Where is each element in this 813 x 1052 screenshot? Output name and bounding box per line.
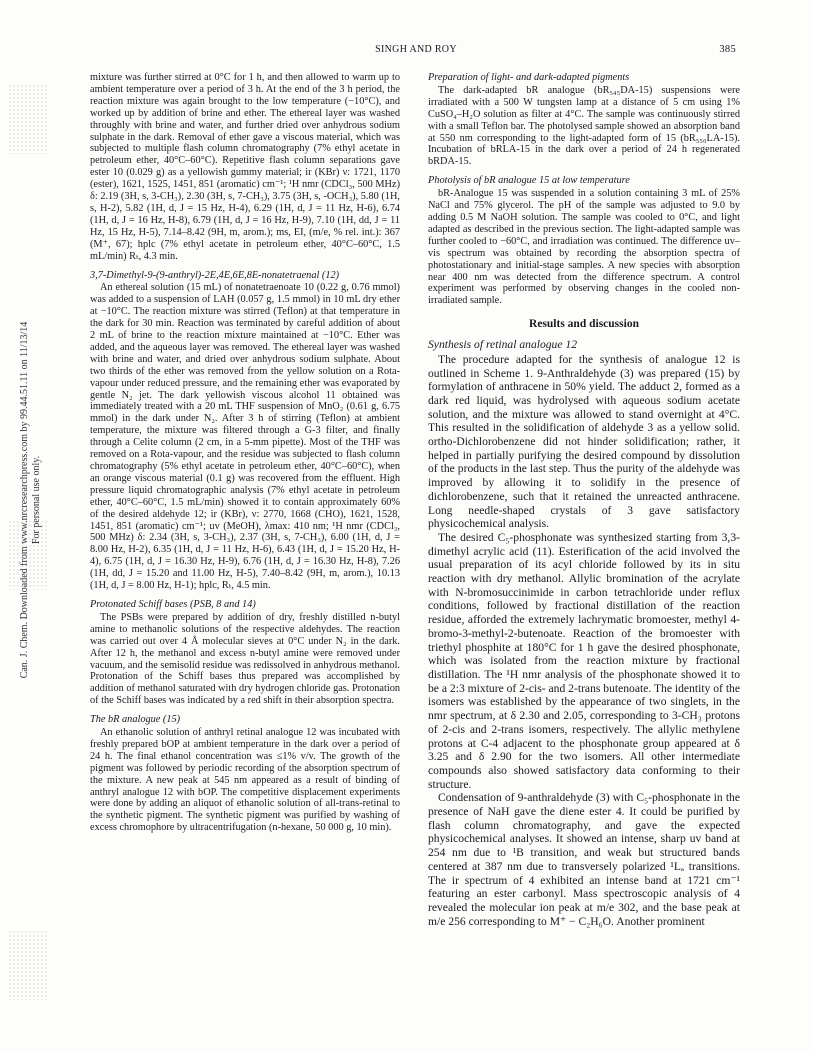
paragraph: An ethereal solution (15 mL) of nonatetraenoate 10 (0.22 g, 0.76 mmol) was added to a suspension of LAH (0.057 g, 1.5 mmol) in 10 mL dry ether at −10°C. The reaction mixture was stirred (Teflon) at that temperature in the dark for 30 min. Reaction was terminated by careful addition of about 2 mL of brine to the reaction mixture maintained at −10°C. Ether was added, and the aqueous layer was removed. The ethereal layer was washed with brine and water, and dried over anhydrous sodium sulphate. About two thirds of the ether was removed from the yellow solution on a Rota-vapour under reduced pressure, and the remaining ether was evaporated by gentle N₂ jet. The dark yellowish viscous alcohol 11 obtained was immediately treated with a 20 mL THF suspension of MnO₂ (0.61 g, 6.75 mmol) in the dark under N₂. After 3 h of stirring (Teflon) at ambient temperature, the mixture was filtered through a G-3 filter, and finally through a Celite column (2 cm, in a 5-mm pipette). Most of the THF was removed on a Rota-vapour, and the residue was subjected to flash column chromatography (5% ethyl acetate in petroleum ether, 40°C–60°C), when an orange viscous material (0.1 g) was recovered from the effluent. High pressure liquid chromatographic analysis (7% ethyl acetate in petroleum ether, 40°C–60°C, 1.5 mL/min) showed it to contain approximately 60% of the desired aldehyde 12; ir (KBr), ν: 2770, 1668 (CHO), 1621, 1528, 1451, 851 (aromatic) cm⁻¹; uv (MeOH), λmax: 410 nm; ¹H nmr (CDCl₃, 500 MHz) δ: 2.34 (3H, s, 3-CH₃), 2.37 (3H, s, 7-CH₃), 6.00 (1H, d, J = 8.00 Hz, H-2), 6.35 (1H, d, J = 11 Hz, H-6), 6.43 (1H, d, J = 15.20 Hz, H-4), 6.75 (1H, d, J = 16.30 Hz, H-9), 6.76 (1H, d, J = 16.30 Hz, H-8), 7.26 (1H, dd, J = 15.20 and 11.00 Hz, H-5), 7.40–8.42 (9H, m, arom.), 10.13 (1H, d, J = 8.00 Hz, H-1); hplc, Rₜ, 4.5 min. bbox=[90, 282, 400, 592]
subheading: 3,7-Dimethyl-9-(9-anthryl)-2E,4E,6E,8E-nonatetraenal (12) bbox=[90, 269, 340, 281]
subheading: The bR analogue (15) bbox=[90, 714, 181, 726]
subheading: Photolysis of bR analogue 15 at low temperature bbox=[428, 175, 630, 187]
right-column bbox=[428, 72, 740, 1012]
scan-texture bbox=[8, 84, 48, 154]
paragraph: mixture was further stirred at 0°C for 1 h, and then allowed to warm up to ambient temperature over a period of 3 h. At the end of the 3 h period, the reaction mixture was again brought to the low temperature (−10°C), and worked up by addition of brine and ether. The ethereal layer was washed throughly with brine and water, and further dried over anhydrous sodium sulphate in the dark. Removal of ether gave a viscous material, which was subjected to multiple flash column chromatography (7% ethyl acetate in petroleum ether, 40°C–60°C). Repetitive flash column separations gave ester 10 (0.029 g) as a yellowish gummy material; ir (KBr) ν: 1721, 1170 (ester), 1621, 1525, 1451, 851 (aromatic) cm⁻¹; ¹H nmr (CDCl₃, 500 MHz) δ: 2.19 (3H, s, 3-CH₃), 2.30 (3H, s, 7-CH₃), 3.75 (3H, s, -OCH₃), 5.80 (1H, s, H-2), 5.82 (1H, d, J = 15 Hz, H-4), 6.29 (1H, d, J = 11 Hz, H-6), 6.74 (1H, d, J = 16 Hz, H-8), 6.79 (1H, d, J = 16 Hz, H-9), 7.10 (1H, dd, J = 11 Hz, 15 Hz, H-5), 7.14–8.42 (9H, m, arom.); ms, EI, (m/e, % rel. int.): 367 (M⁺, 67); hplc (7% ethyl acetate in petroleum ether, 40°C–60°C, 1.5 mL/min) Rₜ, 4.3 min. bbox=[90, 72, 400, 262]
subheading: Preparation of light- and dark-adapted pigments bbox=[428, 72, 630, 83]
paragraph: The dark-adapted bR analogue (bR₅₄₅DA-15) suspensions were irradiated with a 500 W tungsten lamp at a distance of 5 cm using 1% CuSO₄–H₂O solution as filter at 4°C. The sample was continuously stirred with a small Teflon bar. The photolysed sample showed an absorption band at 550 nm corresponding to the light-adapted form of 15 (bR₅₅₀LA-15). Incubation of bRLA-15 in the dark over a period of 24 h regenerated bRDA-15. bbox=[428, 84, 740, 168]
download-stamp-line: For personal use only. bbox=[31, 455, 42, 545]
paragraph: The desired C₅-phosphonate was synthesized starting from 3,3-dimethyl acrylic acid (11). Esterification of the acid involved the usual preparation of its acyl chloride followed by its in situ reaction with dry methanol. Allylic bromination of the acrylate with N-bromosuccinimide in carbon tetrachloride under reflux conditions, followed by fractional distillation of the reaction residue, afforded the extremely lachrymatic bromoester, methyl 4-bromo-3-methyl-2-butenoate. Reaction of the bromoester with triethyl phosphite at 180°C for 1 h gave the desired phosphonate, which was isolated from the reaction mixture by fractional distillation. The ¹H nmr analysis of the phosphonate showed it to be a 2:3 mixture of 2-cis- and 2-trans butenoate. The identity of the isomers was established by the appearance of two singlets, in the nmr spectrum, at δ 2.30 and 2.05, corresponding to 3-CH₃ protons of 2-cis and 2-trans isomers, respectively. The allylic methylene protons at C-4 adjacent to the phosphonate group appeared at δ 3.25 and δ 2.90 for the two isomers. All other intermediate compounds also showed satisfactory data conforming to their structure. bbox=[428, 530, 740, 791]
paragraph: Condensation of 9-anthraldehyde (3) with C₅-phosphonate in the presence of NaH gave the diene ester 4. It could be purified by flash column chromatography, and gave the expected physicochemical analyses. It showed an intense, sharp uv band at 254 nm due to ¹B transition, and weak but structured bands centered at 387 nm due to transversely polarized ¹Lₐ transitions. The ir spectrum of 4 exhibited an intense band at 1721 cm⁻¹ featuring an ester carbonyl. Mass spectroscopic analysis of 4 revealed the molecular ion peak at m/e 302, and the base peak at m/e 256 corresponding to M⁺ − C₂H₆O. Another prominent bbox=[428, 791, 740, 928]
download-stamp-line: Can. J. Chem. Downloaded from www.nrcresearchpress.com by 99.44.51.11 on 11/13/14 bbox=[19, 321, 30, 679]
paragraph: bR-Analogue 15 was suspended in a solution containing 3 mL of 25% NaCl and 75% glycerol. The pH of the sample was adjusted to 9.0 by adding 0.5 M NaOH solution. The sample was cooled to 0°C, and light adapted as described in the previous section. The light-adapted sample was further cooled to −60°C, and irradiation was continued. The difference uv–vis spectrum was obtained by recording the absorption spectra of photostationary and initial-stage samples. A new species with absorption near 400 nm was detected from the difference spectrum. A control experiment was performed by observing changes in the cooled non-irradiated sample. bbox=[428, 188, 740, 307]
subheading: Synthesis of retinal analogue 12 bbox=[428, 338, 577, 352]
subheading: Protonated Schiff bases (PSB, 8 and 14) bbox=[90, 598, 256, 610]
download-stamp bbox=[6, 220, 56, 780]
download-stamp-text bbox=[19, 322, 43, 679]
running-head: SINGH AND ROY bbox=[375, 44, 457, 55]
left-column bbox=[90, 72, 400, 1012]
paragraph: The PSBs were prepared by addition of dry, freshly distilled n-butyl amine to methanolic solutions of the respective aldehydes. The reaction was carried out over 4 Å molecular sieves at 0°C under N₂ in the dark. After 12 h, the methanol and excess n-butyl amine were removed under vacuum, and the semisolid residue was redissolved in anhydrous methanol. Protonation of the Schiff bases thus prepared was accomplished by addition of methanol saturated with dry hydrogen chloride gas. Protonation of the Schiff bases was indicated by a red shift in their absorption spectra. bbox=[90, 611, 400, 707]
page-header bbox=[96, 44, 736, 58]
scan-texture bbox=[8, 930, 48, 1000]
paragraph: The procedure adapted for the synthesis of analogue 12 is outlined in Scheme 1. 9-Anthraldehyde (3) was prepared (15) by formylation of anthracene in 50% yield. The adduct 2, formed as a dark red liquid, was hydrolysed with aqueous sodium acetate solution, and the mixture was allowed to stand overnight at 4°C. This resulted in the solidification of aldehyde 3 as a yellow solid. ortho-Dichlorobenzene did not hinder solidification; rather, it helped in partially purifying the desired compound by dissolution of the products in the last step. Thus the purity of the aldehyde was improved by allowing it to solidify in the presence of dichlorobenzene, such that it retained the unreacted anthracene. Long needle-shaped crystals of 3 gave satisfactory physicochemical analysis. bbox=[428, 352, 740, 531]
section-heading: Results and discussion bbox=[529, 318, 639, 331]
paragraph: An ethanolic solution of anthryl retinal analogue 12 was incubated with freshly prepared bOP at ambient temperature in the dark over a period of 24 h. The final ethanol concentration was ≤1% v/v. The growth of the pigment was followed by periodic recording of the absorption spectrum of the mixture. A new peak at 545 nm appeared as a result of binding of anthryl analogue 12 with bOP. The competitive displacement experiments were done by adding an aliquot of ethanolic solution of all-trans-retinal to the synthetic pigment. The synthetic pigment was purified by washing of excess chromophore by ultracentrifugation (n-hexane, 50 000 g, 10 min). bbox=[90, 727, 400, 834]
page-number: 385 bbox=[719, 44, 736, 55]
